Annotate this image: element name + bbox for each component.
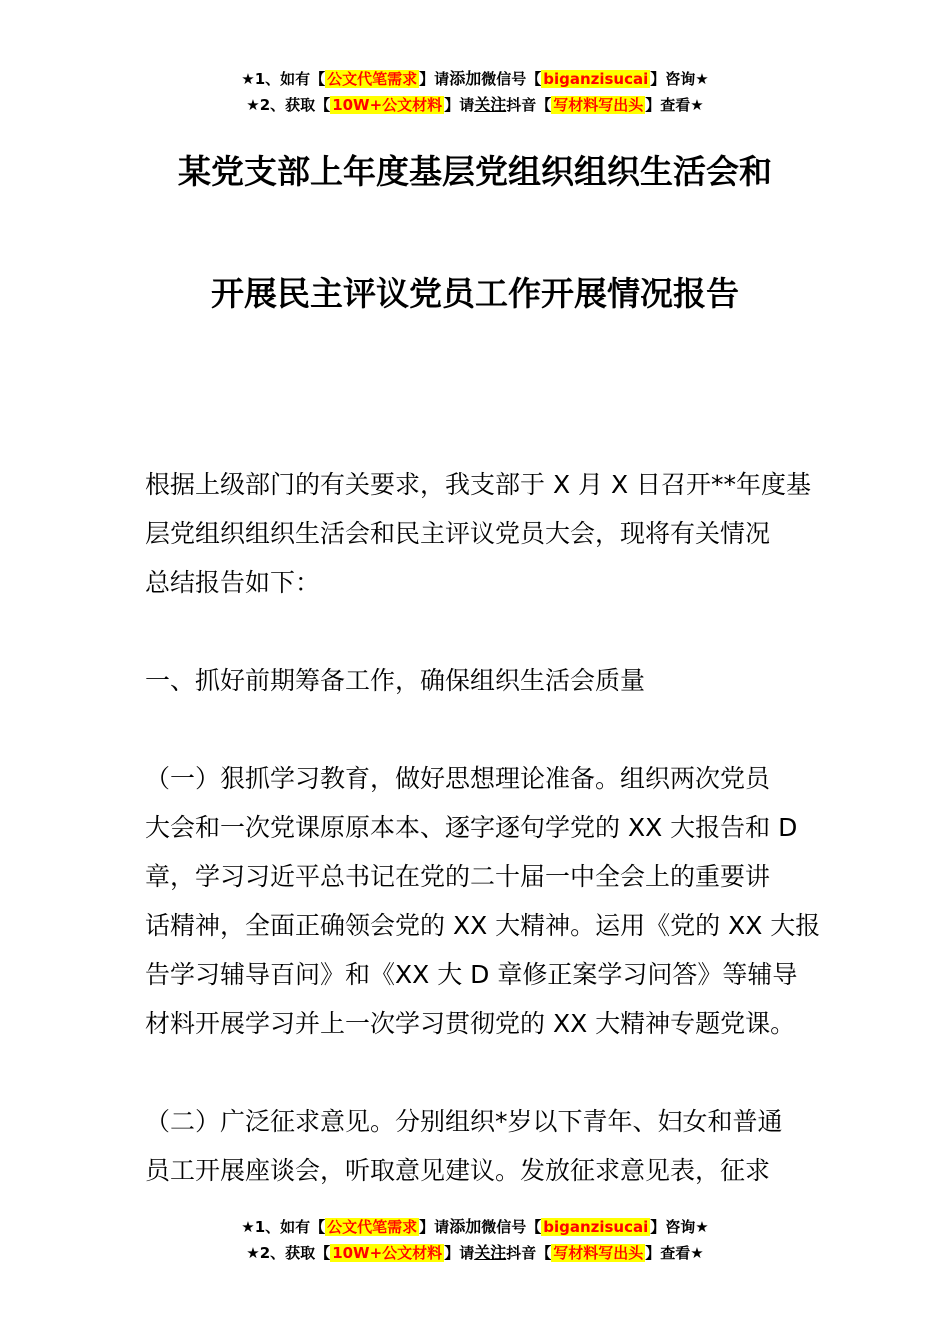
paragraph-opinions xyxy=(145,1097,810,1195)
banner-emphasis: 关注 xyxy=(474,95,507,114)
banner-text: 微信号【 xyxy=(481,70,542,88)
highlight-wechat-id: biganzisucai xyxy=(543,1218,649,1236)
highlight-ghostwriting: 公文代笔需求 xyxy=(327,70,418,88)
document-body xyxy=(145,460,821,1195)
banner-text: ★1、如有【 xyxy=(241,1218,326,1236)
highlight-materials: 10W+公文材料 xyxy=(332,96,443,114)
banner-line-2 xyxy=(0,92,950,118)
highlight-ghostwriting: 公文代笔需求 xyxy=(327,1218,418,1236)
highlight-wechat-id: biganzisucai xyxy=(543,70,649,88)
banner-text: ★2、获取【 xyxy=(246,96,331,114)
highlight-douyin: 写材料写出头 xyxy=(553,1244,644,1262)
text-line: 材料开展学习并上一次学习贯彻党的 XX 大精神专题党课。 xyxy=(145,1009,796,1038)
text-line: （二）广泛征求意见。分别组织*岁以下青年、妇女和普通 xyxy=(145,1107,783,1136)
banner-text: 微信号【 xyxy=(481,1218,542,1236)
banner-text: 】请 xyxy=(419,1218,450,1236)
banner-line-1 xyxy=(0,1214,950,1240)
paragraph-intro xyxy=(145,460,810,607)
highlight-douyin: 写材料写出头 xyxy=(553,96,644,114)
banner-text: ★1、如有【 xyxy=(241,70,326,88)
text-line: （一）狠抓学习教育，做好思想理论准备。组织两次党员 xyxy=(145,764,771,793)
banner-emphasis: 关注 xyxy=(474,1243,507,1262)
banner-text: 】请 xyxy=(419,70,450,88)
header-banner xyxy=(0,66,950,118)
text-line: 一、抓好前期筹备工作，确保组织生活会质量 xyxy=(145,666,646,695)
banner-text: 抖音【 xyxy=(506,1244,552,1262)
banner-text: 】请 xyxy=(444,1244,475,1262)
text-line: 层党组织组织生活会和民主评议党员大会，现将有关情况 xyxy=(145,519,771,548)
text-line: 员工开展座谈会，听取意见建议。发放征求意见表，征求 xyxy=(145,1156,771,1185)
banner-text: ★2、获取【 xyxy=(246,1244,331,1262)
document-title-line-1: 某党支部上年度基层党组织组织生活会和 xyxy=(178,152,772,191)
banner-text: 抖音【 xyxy=(506,96,552,114)
document-title-line-2: 开展民主评议党员工作开展情况报告 xyxy=(211,274,739,313)
paragraph-study xyxy=(145,754,821,1048)
footer-banner xyxy=(0,1214,950,1266)
banner-text: 】请 xyxy=(444,96,475,114)
highlight-materials: 10W+公文材料 xyxy=(332,1244,443,1262)
banner-line-1 xyxy=(0,66,950,92)
text-line: 告学习辅导百问》和《XX 大 D 章修正案学习问答》等辅导 xyxy=(145,960,798,989)
banner-text: 】咨询★ xyxy=(650,70,709,88)
text-line: 章，学习习近平总书记在党的二十届一中全会上的重要讲 xyxy=(145,862,771,891)
section-heading-1 xyxy=(145,656,810,705)
text-line: 总结报告如下： xyxy=(145,568,321,597)
banner-text: 】查看★ xyxy=(645,96,704,114)
banner-emphasis: 添加 xyxy=(449,69,482,88)
text-line: 根据上级部门的有关要求，我支部于 X 月 X 日召开**年度基 xyxy=(145,470,812,499)
banner-emphasis: 添加 xyxy=(449,1217,482,1236)
text-line: 大会和一次党课原原本本、逐字逐句学党的 XX 大报告和 D xyxy=(145,813,798,842)
banner-text: 】咨询★ xyxy=(650,1218,709,1236)
banner-line-2 xyxy=(0,1240,950,1266)
banner-text: 】查看★ xyxy=(645,1244,704,1262)
text-line: 话精神，全面正确领会党的 XX 大精神。运用《党的 XX 大报 xyxy=(145,911,821,940)
